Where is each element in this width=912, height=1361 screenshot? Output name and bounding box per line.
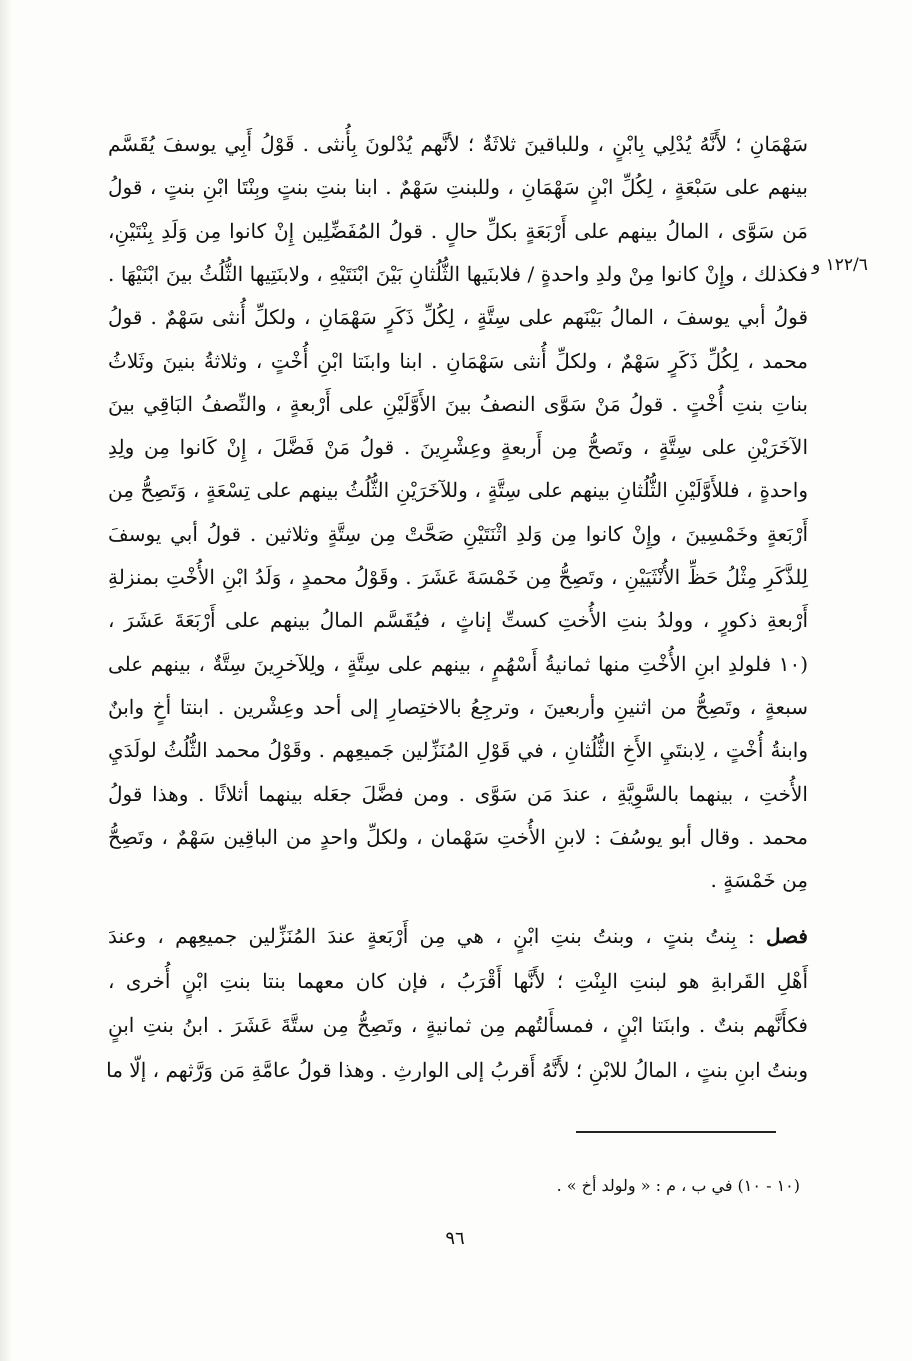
paragraph2-line: فكأَنَّهم بنتٌ . وابنَتا ابْنٍ ، فمسأَلتُهم مِن ثمانيةٍ ، وتَصِحُّ مِن ستَّةَ عَشَرَ . ابنُ بنتِ ابنٍ	[108, 1013, 808, 1037]
paragraph1-line: أَرْبَعةٍ وخَمْسِينَ ، وإِنْ كانوا مِن وَلدِ اثْنَتَيْنِ صَحَّتْ مِن سِتَّةٍ وثلاثين . قولُ أبي يوسفَ	[108, 521, 808, 546]
paragraph1-line: لِلذَّكَرِ مِثْلُ حَظِّ الأُنْثَيَيْنِ ، وتَصِحُّ مِن خَمْسَةَ عَشَرَ . وقَوْلُ محمدٍ ، وَلَدُ ابْنِ الأُخْتِ بمنزلةِ	[108, 565, 808, 589]
paragraph2-line: فصل : بِنتُ بنتٍ ، وبنتُ بنتِ ابْنٍ ، هي مِن أَرْبَعةٍ عندَ المُنَزِّلين جميعِهم ، وعندَ	[108, 924, 808, 948]
paragraph1-line: واحدةٍ ، فللأَوَّلَيْنِ الثُّلُثانِ بينهم على سِتَّةٍ ، وللآخَرَيْنِ الثُّلُثُ بينهم على تِسْعَةٍ ، وَتَصِحُّ مِن	[108, 478, 808, 503]
footnote: (١٠ - ١٠) في ب ، م : « ولولد أخ » .	[556, 1176, 800, 1195]
page-number: ٩٦	[445, 1228, 465, 1249]
paragraph1-line: مِن خَمْسَةٍ .	[710, 868, 808, 893]
manuscript-folio-reference: ١٢٢/٦ و	[812, 255, 868, 275]
paragraph1-line: وابنةُ أُخْتٍ ، لِابنتَيِ الأَخِ الثُّلُثانِ ، في قَوْلِ المُنَزِّلين جَميعِهم . وقَوْلُ محمد الثُّلُثُ لولَدَيِ	[108, 738, 808, 763]
paragraph1-line: بينهم على سَبْعَةٍ ، لِكُلِّ ابْنٍ سَهْمَانِ ، وللبنتِ سَهْمٌ . ابنا بنتِ بنتٍ وبِنْتَا ابْنِ بنتٍ ، قولُ	[108, 175, 808, 200]
paragraph1-line: قولُ أبي يوسفَ ، المالُ بَيْنَهم على سِتَّةٍ ، لِكُلِّ ذَكَرٍ سَهْمَانِ ، ولكلِّ أُنثى سَهْمٌ . قولُ	[108, 305, 808, 330]
paragraph1-line: فكذلك ، وإِنْ كانوا مِنْ ولدِ واحدةٍ / فلابنَيها الثُّلُثانِ بَيْنَ ابْنَتَيْهِ ، ولابنَتِيها الثُّلُثُ بينَ ابْنَيْهَا .	[108, 261, 808, 286]
paragraph1-line: سَهْمَانِ ؛ لأَنَّهُ يُدْلِي بِابْنٍ ، وللباقينَ ثلاثَةٌ ؛ لأنَّهم يُدْلونَ بِأُنثى . قَوْلُ أَبِي يوسفَ يُقَسَّم	[108, 132, 808, 156]
paragraph2-line: أَهْلِ القَرابةِ هو لبنتِ البِنْتِ ؛ لأَنَّها أَقْرَبُ ، فإن كان معهما بنتا بنتِ ابْنٍ أُخرى ،	[108, 968, 808, 993]
paragraph1-line: أَرْبعةِ ذكورٍ ، وولدُ بنتِ الأُختِ كستِّ إناثٍ ، فيُقَسَّم المالُ بينهم على أَرْبَعَةَ عَشَرَ ،	[108, 608, 808, 633]
paragraph1-line: الآخَرَيْنِ على سِتَّةٍ ، وتَصحُّ مِن أَربعةٍ وعِشْرِينَ . قولُ مَنْ فَضَّلَ ، إِنْ كَانوا مِن ولِدِ	[108, 435, 808, 460]
section-heading: فصل	[765, 924, 808, 948]
paragraph1-line: (١٠ فلولدِ ابنِ الأُخْتِ منها ثمانيةُ أَسْهُمٍ ، بينهم على سِتَّةٍ ، ولِلآخرِينَ سِتَّةٌ ، بينهم على	[108, 651, 808, 676]
paragraph1-line: محمد . وقال أبو يوسُفَ : لابنِ الأُختِ سَهْمان ، ولكلِّ واحدٍ من الباقِين سَهْمٌ ، وتَصِحُّ	[108, 824, 808, 849]
paragraph1-line: مَن سَوَّى ، المالُ بينهم على أَرْبَعَةٍ بكلِّ حالٍ . قولُ المُفَضِّلِين إِنْ كانوا مِن وَلَدِ بِنْتَيْنِ،	[108, 218, 808, 243]
paragraph1-line: الأُختِ ، بينهما بالسَّوِيَّةِ ، عندَ مَن سَوَّى . ومن فضَّلَ جعَله بينهما أثلاثًا . وهذا قولُ	[108, 781, 808, 806]
footnote-separator	[576, 1131, 776, 1133]
paragraph1-line: سبعةٍ ، وتَصِحُّ من اثنينِ وأربعينَ ، وترجِعُ بالاختِصارِ إلى أحد وعِشْرين . ابنتا أخٍ وابنٌ	[108, 694, 808, 719]
paragraph2-line: وبنتُ ابنِ بنتٍ ، المالُ للابْنِ ؛ لأَنَّهُ أَقربُ إلى الوارثِ . وهذا قولُ عامَّةِ مَن وَرَّثهم ، إلّا ما	[106, 1057, 808, 1082]
paragraph1-line: بناتِ بنتِ أُخْتٍ . قولُ مَنْ سَوَّى النصفُ بينَ الأَوَّلَيْنِ على أَرْبعةٍ ، والنِّصفُ البَاقِي بينَ	[108, 391, 808, 416]
scan-edge-shadow	[0, 0, 12, 1361]
paragraph1-line: محمد ، لِكُلِّ ذَكَرٍ سَهْمٌ ، ولكلِّ أُنثى سَهْمَانِ . ابنا وابنَتا ابْنِ أُخْتٍ ، وثلاثةُ بنينَ وثَلاثُ	[108, 348, 808, 373]
